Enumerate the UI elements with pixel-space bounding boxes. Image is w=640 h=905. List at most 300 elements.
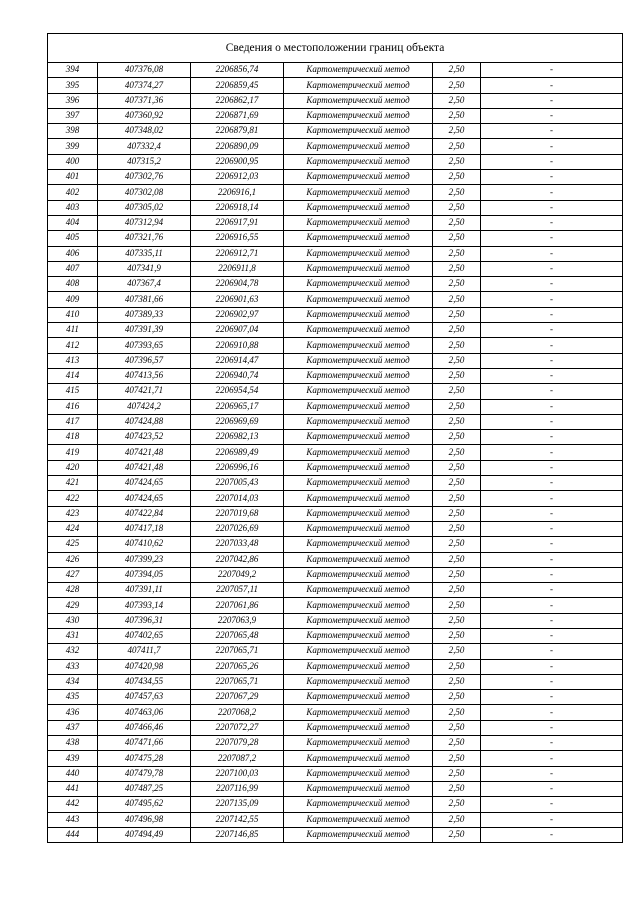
point-number-cell: 399 [48,139,98,154]
y-coordinate-cell: 2207026,69 [191,521,284,536]
table-row [48,323,623,338]
note-cell: - [481,323,623,338]
x-coordinate-cell: 407434,55 [98,674,191,689]
note-cell: - [481,812,623,827]
point-number-cell: 424 [48,521,98,536]
note-cell: - [481,628,623,643]
y-coordinate-cell: 2207067,29 [191,690,284,705]
x-coordinate-cell: 407494,49 [98,827,191,842]
precision-cell: 2,50 [433,659,481,674]
point-number-cell: 398 [48,124,98,139]
method-cell: Картометрический метод [284,781,433,796]
y-coordinate-cell: 2206989,49 [191,445,284,460]
table-row [48,154,623,169]
precision-cell: 2,50 [433,506,481,521]
y-coordinate-cell: 2206912,71 [191,246,284,261]
point-number-cell: 422 [48,491,98,506]
y-coordinate-cell: 2207049,2 [191,567,284,582]
method-cell: Картометрический метод [284,93,433,108]
note-cell: - [481,766,623,781]
point-number-cell: 403 [48,200,98,215]
method-cell: Картометрический метод [284,231,433,246]
note-cell: - [481,552,623,567]
table-row [48,292,623,307]
x-coordinate-cell: 407471,66 [98,736,191,751]
boundaries-table [47,33,623,843]
x-coordinate-cell: 407421,71 [98,384,191,399]
x-coordinate-cell: 407421,48 [98,445,191,460]
x-coordinate-cell: 407348,02 [98,124,191,139]
precision-cell: 2,50 [433,307,481,322]
method-cell: Картометрический метод [284,674,433,689]
note-cell: - [481,231,623,246]
table-row [48,353,623,368]
point-number-cell: 435 [48,690,98,705]
method-cell: Картометрический метод [284,414,433,429]
x-coordinate-cell: 407371,36 [98,93,191,108]
precision-cell: 2,50 [433,414,481,429]
note-cell: - [481,353,623,368]
method-cell: Картометрический метод [284,154,433,169]
point-number-cell: 416 [48,399,98,414]
table-row [48,674,623,689]
note-cell: - [481,414,623,429]
x-coordinate-cell: 407376,08 [98,63,191,78]
method-cell: Картометрический метод [284,78,433,93]
table-row [48,720,623,735]
y-coordinate-cell: 2206856,74 [191,63,284,78]
method-cell: Картометрический метод [284,139,433,154]
table-row [48,751,623,766]
method-cell: Картометрический метод [284,246,433,261]
precision-cell: 2,50 [433,246,481,261]
x-coordinate-cell: 407305,02 [98,200,191,215]
precision-cell: 2,50 [433,108,481,123]
y-coordinate-cell: 2206965,17 [191,399,284,414]
method-cell: Картометрический метод [284,736,433,751]
point-number-cell: 431 [48,628,98,643]
method-cell: Картометрический метод [284,491,433,506]
y-coordinate-cell: 2207146,85 [191,827,284,842]
table-row [48,812,623,827]
table-row [48,827,623,842]
note-cell: - [481,613,623,628]
x-coordinate-cell: 407424,65 [98,476,191,491]
y-coordinate-cell: 2207087,2 [191,751,284,766]
point-number-cell: 421 [48,476,98,491]
method-cell: Картометрический метод [284,506,433,521]
note-cell: - [481,170,623,185]
table-title: Сведения о местоположении границ объекта [48,34,623,63]
method-cell: Картометрический метод [284,827,433,842]
precision-cell: 2,50 [433,674,481,689]
x-coordinate-cell: 407413,56 [98,368,191,383]
table-row [48,170,623,185]
point-number-cell: 420 [48,460,98,475]
x-coordinate-cell: 407381,66 [98,292,191,307]
x-coordinate-cell: 407374,27 [98,78,191,93]
note-cell: - [481,93,623,108]
table-row [48,338,623,353]
precision-cell: 2,50 [433,323,481,338]
x-coordinate-cell: 407420,98 [98,659,191,674]
note-cell: - [481,399,623,414]
y-coordinate-cell: 2207057,11 [191,583,284,598]
point-number-cell: 412 [48,338,98,353]
note-cell: - [481,277,623,292]
precision-cell: 2,50 [433,613,481,628]
method-cell: Картометрический метод [284,368,433,383]
precision-cell: 2,50 [433,598,481,613]
table-row [48,736,623,751]
note-cell: - [481,491,623,506]
y-coordinate-cell: 2206901,63 [191,292,284,307]
precision-cell: 2,50 [433,292,481,307]
table-row [48,476,623,491]
x-coordinate-cell: 407393,65 [98,338,191,353]
table-row [48,93,623,108]
precision-cell: 2,50 [433,628,481,643]
table-row [48,598,623,613]
y-coordinate-cell: 2206912,03 [191,170,284,185]
y-coordinate-cell: 2207135,09 [191,797,284,812]
table-row [48,108,623,123]
y-coordinate-cell: 2206917,91 [191,215,284,230]
table-row [48,583,623,598]
y-coordinate-cell: 2207033,48 [191,537,284,552]
x-coordinate-cell: 407391,11 [98,583,191,598]
y-coordinate-cell: 2206916,55 [191,231,284,246]
table-row [48,399,623,414]
method-cell: Картометрический метод [284,399,433,414]
point-number-cell: 394 [48,63,98,78]
y-coordinate-cell: 2207065,26 [191,659,284,674]
method-cell: Картометрический метод [284,720,433,735]
point-number-cell: 402 [48,185,98,200]
point-number-cell: 400 [48,154,98,169]
method-cell: Картометрический метод [284,567,433,582]
point-number-cell: 440 [48,766,98,781]
method-cell: Картометрический метод [284,185,433,200]
table-row [48,63,623,78]
note-cell: - [481,384,623,399]
note-cell: - [481,124,623,139]
method-cell: Картометрический метод [284,659,433,674]
x-coordinate-cell: 407421,48 [98,460,191,475]
x-coordinate-cell: 407424,65 [98,491,191,506]
precision-cell: 2,50 [433,353,481,368]
y-coordinate-cell: 2207065,71 [191,644,284,659]
note-cell: - [481,751,623,766]
precision-cell: 2,50 [433,781,481,796]
table-body [48,63,623,843]
table-row [48,491,623,506]
x-coordinate-cell: 407367,4 [98,277,191,292]
precision-cell: 2,50 [433,567,481,582]
x-coordinate-cell: 407332,4 [98,139,191,154]
point-number-cell: 433 [48,659,98,674]
table-row [48,185,623,200]
x-coordinate-cell: 407389,33 [98,307,191,322]
x-coordinate-cell: 407393,14 [98,598,191,613]
point-number-cell: 442 [48,797,98,812]
point-number-cell: 436 [48,705,98,720]
point-number-cell: 401 [48,170,98,185]
precision-cell: 2,50 [433,170,481,185]
method-cell: Картометрический метод [284,552,433,567]
point-number-cell: 425 [48,537,98,552]
note-cell: - [481,200,623,215]
method-cell: Картометрический метод [284,108,433,123]
note-cell: - [481,567,623,582]
point-number-cell: 438 [48,736,98,751]
method-cell: Картометрический метод [284,384,433,399]
x-coordinate-cell: 407391,39 [98,323,191,338]
precision-cell: 2,50 [433,139,481,154]
point-number-cell: 406 [48,246,98,261]
y-coordinate-cell: 2206904,78 [191,277,284,292]
y-coordinate-cell: 2207019,68 [191,506,284,521]
x-coordinate-cell: 407402,65 [98,628,191,643]
method-cell: Картометрический метод [284,277,433,292]
precision-cell: 2,50 [433,368,481,383]
precision-cell: 2,50 [433,583,481,598]
note-cell: - [481,659,623,674]
point-number-cell: 441 [48,781,98,796]
table-row [48,78,623,93]
precision-cell: 2,50 [433,812,481,827]
note-cell: - [481,476,623,491]
method-cell: Картометрический метод [284,460,433,475]
point-number-cell: 396 [48,93,98,108]
table-row [48,644,623,659]
x-coordinate-cell: 407302,08 [98,185,191,200]
point-number-cell: 444 [48,827,98,842]
y-coordinate-cell: 2206918,14 [191,200,284,215]
table-row [48,567,623,582]
point-number-cell: 419 [48,445,98,460]
y-coordinate-cell: 2206902,97 [191,307,284,322]
table-row [48,781,623,796]
method-cell: Картометрический метод [284,537,433,552]
note-cell: - [481,154,623,169]
table-row [48,139,623,154]
method-cell: Картометрический метод [284,353,433,368]
method-cell: Картометрический метод [284,63,433,78]
precision-cell: 2,50 [433,552,481,567]
y-coordinate-cell: 2206879,81 [191,124,284,139]
precision-cell: 2,50 [433,261,481,276]
method-cell: Картометрический метод [284,200,433,215]
note-cell: - [481,827,623,842]
y-coordinate-cell: 2206900,95 [191,154,284,169]
point-number-cell: 427 [48,567,98,582]
table-row [48,766,623,781]
table-row [48,521,623,536]
note-cell: - [481,506,623,521]
x-coordinate-cell: 407422,84 [98,506,191,521]
y-coordinate-cell: 2207079,28 [191,736,284,751]
note-cell: - [481,598,623,613]
point-number-cell: 418 [48,430,98,445]
table-row [48,552,623,567]
method-cell: Картометрический метод [284,445,433,460]
table-row [48,506,623,521]
precision-cell: 2,50 [433,460,481,475]
x-coordinate-cell: 407396,31 [98,613,191,628]
y-coordinate-cell: 2206859,45 [191,78,284,93]
table-row [48,231,623,246]
precision-cell: 2,50 [433,384,481,399]
x-coordinate-cell: 407466,46 [98,720,191,735]
note-cell: - [481,139,623,154]
method-cell: Картометрический метод [284,124,433,139]
method-cell: Картометрический метод [284,766,433,781]
point-number-cell: 405 [48,231,98,246]
table-row [48,261,623,276]
x-coordinate-cell: 407315,2 [98,154,191,169]
x-coordinate-cell: 407475,28 [98,751,191,766]
method-cell: Картометрический метод [284,292,433,307]
y-coordinate-cell: 2206871,69 [191,108,284,123]
precision-cell: 2,50 [433,185,481,200]
precision-cell: 2,50 [433,827,481,842]
point-number-cell: 395 [48,78,98,93]
precision-cell: 2,50 [433,215,481,230]
y-coordinate-cell: 2206940,74 [191,368,284,383]
point-number-cell: 426 [48,552,98,567]
x-coordinate-cell: 407360,92 [98,108,191,123]
table-row [48,200,623,215]
table-row [48,124,623,139]
method-cell: Картометрический метод [284,521,433,536]
method-cell: Картометрический метод [284,583,433,598]
x-coordinate-cell: 407423,52 [98,430,191,445]
y-coordinate-cell: 2206914,47 [191,353,284,368]
table-row [48,690,623,705]
note-cell: - [481,78,623,93]
note-cell: - [481,521,623,536]
precision-cell: 2,50 [433,521,481,536]
point-number-cell: 443 [48,812,98,827]
table-row [48,414,623,429]
y-coordinate-cell: 2207014,03 [191,491,284,506]
y-coordinate-cell: 2206969,69 [191,414,284,429]
point-number-cell: 397 [48,108,98,123]
point-number-cell: 432 [48,644,98,659]
note-cell: - [481,368,623,383]
note-cell: - [481,261,623,276]
precision-cell: 2,50 [433,491,481,506]
precision-cell: 2,50 [433,78,481,93]
point-number-cell: 411 [48,323,98,338]
point-number-cell: 414 [48,368,98,383]
precision-cell: 2,50 [433,63,481,78]
point-number-cell: 413 [48,353,98,368]
table-row [48,797,623,812]
table-row [48,246,623,261]
table-row [48,430,623,445]
y-coordinate-cell: 2206910,88 [191,338,284,353]
y-coordinate-cell: 2206996,16 [191,460,284,475]
y-coordinate-cell: 2207005,43 [191,476,284,491]
precision-cell: 2,50 [433,124,481,139]
x-coordinate-cell: 407321,76 [98,231,191,246]
note-cell: - [481,583,623,598]
table-row [48,307,623,322]
precision-cell: 2,50 [433,705,481,720]
table-row [48,368,623,383]
method-cell: Картометрический метод [284,644,433,659]
precision-cell: 2,50 [433,644,481,659]
note-cell: - [481,781,623,796]
precision-cell: 2,50 [433,93,481,108]
method-cell: Картометрический метод [284,797,433,812]
point-number-cell: 428 [48,583,98,598]
y-coordinate-cell: 2207116,99 [191,781,284,796]
x-coordinate-cell: 407479,78 [98,766,191,781]
note-cell: - [481,445,623,460]
method-cell: Картометрический метод [284,598,433,613]
point-number-cell: 410 [48,307,98,322]
table-row [48,460,623,475]
note-cell: - [481,215,623,230]
point-number-cell: 430 [48,613,98,628]
x-coordinate-cell: 407417,18 [98,521,191,536]
x-coordinate-cell: 407335,11 [98,246,191,261]
x-coordinate-cell: 407495,62 [98,797,191,812]
precision-cell: 2,50 [433,766,481,781]
method-cell: Картометрический метод [284,476,433,491]
point-number-cell: 409 [48,292,98,307]
point-number-cell: 408 [48,277,98,292]
precision-cell: 2,50 [433,277,481,292]
point-number-cell: 417 [48,414,98,429]
note-cell: - [481,736,623,751]
table-row [48,384,623,399]
y-coordinate-cell: 2207142,55 [191,812,284,827]
precision-cell: 2,50 [433,399,481,414]
method-cell: Картометрический метод [284,812,433,827]
y-coordinate-cell: 2207068,2 [191,705,284,720]
point-number-cell: 439 [48,751,98,766]
precision-cell: 2,50 [433,445,481,460]
x-coordinate-cell: 407396,57 [98,353,191,368]
y-coordinate-cell: 2207100,03 [191,766,284,781]
note-cell: - [481,430,623,445]
precision-cell: 2,50 [433,736,481,751]
x-coordinate-cell: 407312,94 [98,215,191,230]
y-coordinate-cell: 2207072,27 [191,720,284,735]
method-cell: Картометрический метод [284,323,433,338]
table-row [48,215,623,230]
note-cell: - [481,674,623,689]
x-coordinate-cell: 407463,06 [98,705,191,720]
y-coordinate-cell: 2207063,9 [191,613,284,628]
method-cell: Картометрический метод [284,261,433,276]
y-coordinate-cell: 2206982,13 [191,430,284,445]
point-number-cell: 404 [48,215,98,230]
x-coordinate-cell: 407394,05 [98,567,191,582]
note-cell: - [481,292,623,307]
note-cell: - [481,307,623,322]
method-cell: Картометрический метод [284,430,433,445]
note-cell: - [481,720,623,735]
x-coordinate-cell: 407424,88 [98,414,191,429]
precision-cell: 2,50 [433,537,481,552]
table-row [48,277,623,292]
precision-cell: 2,50 [433,720,481,735]
